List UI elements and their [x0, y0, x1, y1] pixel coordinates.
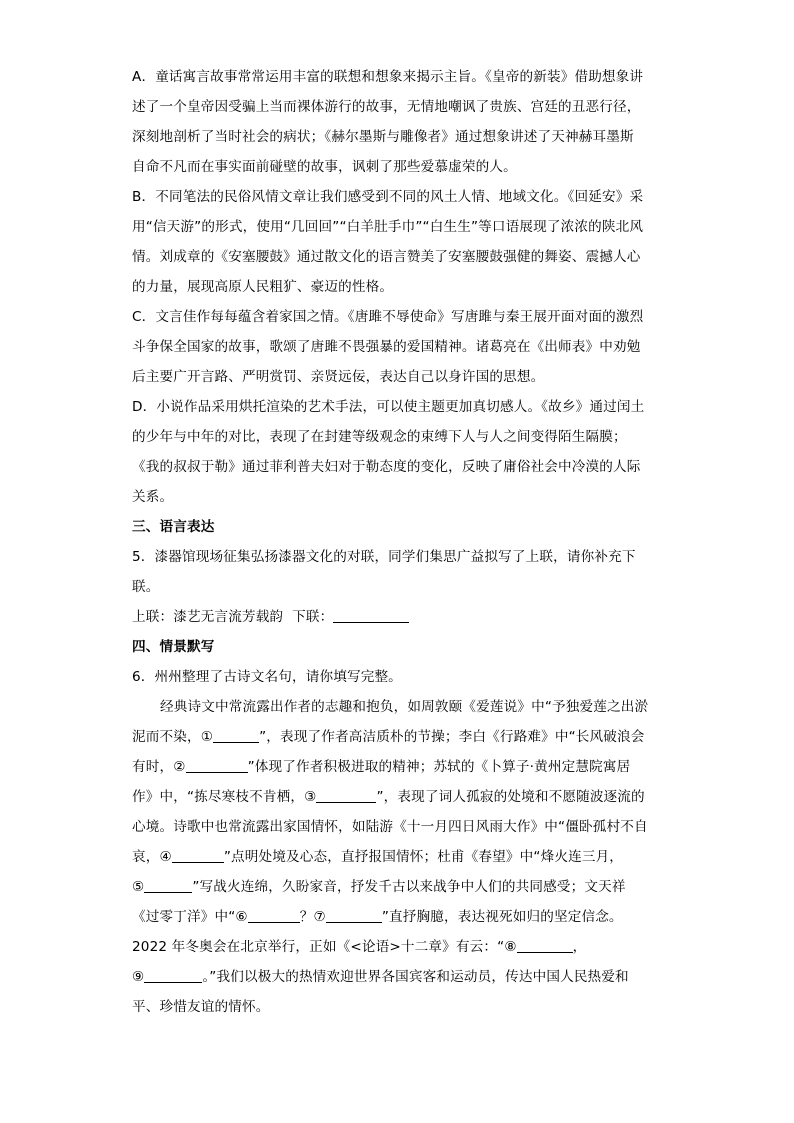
q6-para-line-1: 经典诗文中常流露出作者的志趣和抱负，如周敦颐《爱莲说》中“予独爱莲之出淤: [160, 699, 649, 715]
blank-marker-5: ⑤: [132, 879, 145, 895]
option-b-line-2: 用“信天游”的形式，使用“几回回”“白羊肚手巾”“白生生”等口语展现了浓浓的陕北风: [132, 219, 644, 235]
option-c-line-2: 斗争保全国家的故事，歌颂了唐雎不畏强暴的爱国精神。诸葛亮在《出师表》中劝勉: [132, 339, 641, 355]
blank-2[interactable]: [186, 756, 248, 773]
q6-para-line-7: [132, 872, 662, 902]
document-page: [132, 62, 662, 1022]
q6-text: 2022 年冬奥会在北京举行，正如《<论语>十二章》有云：“: [132, 939, 505, 955]
blank-5[interactable]: [144, 876, 192, 893]
blank-3[interactable]: [316, 786, 376, 803]
option-c-line-3: 后主要广开言路、严明赏罚、亲贤远佞，表达自己以身许国的思想。: [132, 369, 545, 385]
q6-text: 有时，: [132, 759, 174, 775]
option-d-line-1: D．小说作品采用烘托渲染的艺术手法，可以使主题更加真切感人。《故乡》通过闰土: [132, 399, 645, 415]
q5-line-2: 联。: [132, 579, 160, 595]
q6-para-line-10: [132, 962, 662, 992]
option-a-line-1: A．童话寓言故事常常运用丰富的联想和想象来揭示主旨。《皇帝的新装》借助想象讲: [132, 69, 644, 85]
option-a-line-3: 深刻地剖析了当时社会的病状；《赫尔墨斯与雕像者》通过想象讲述了天神赫耳墨斯: [132, 129, 634, 145]
q6-para-line-8: [132, 902, 662, 932]
blank-1[interactable]: [213, 726, 259, 743]
q6-text: ”写战火连绵，久盼家音，抒发千古以来战争中人们的共同感受；文天祥: [192, 879, 626, 895]
option-d-line-2: 的少年与中年的对比，表现了在封建等级观念的束缚下人与人之间变得陌生隔膜；: [132, 429, 627, 445]
q6-text: ”，表现了作者高洁质朴的节操；李白《行路难》中“长风破浪会: [259, 729, 645, 745]
blank-marker-2: ②: [173, 759, 186, 775]
q6-text: ”点明处境及心态，直抒报国情怀；杜甫《春望》中“烽火连三月，: [223, 849, 624, 865]
q6-para-line-11: 平、珍惜友谊的情怀。: [132, 999, 270, 1015]
q6-para-line-6: [132, 842, 662, 872]
option-b-line-1: B．不同笔法的民俗风情文章让我们感受到不同的风土人情、地域文化。《回延安》采: [132, 189, 644, 205]
q6-text: ”直抒胸臆，表达视死如归的坚定信念。: [381, 909, 623, 925]
q6-text: 泥而不染，: [132, 729, 201, 745]
q6-text: ”，表现了词人孤寂的处境和不愿随波逐流的: [376, 789, 645, 805]
q6-para-line-3: [132, 752, 662, 782]
blank-separator: ？: [299, 909, 314, 925]
blank-4[interactable]: [172, 846, 224, 863]
blank-marker-7: ⑦: [313, 909, 326, 925]
q6-text: 作》中，“拣尽寒枝不肯栖，: [132, 789, 305, 805]
blank-marker-6: ⑥: [235, 909, 248, 925]
blank-6[interactable]: [248, 906, 300, 923]
q6-para-line-2: [132, 722, 662, 752]
option-b-line-3: 情。刘成章的《安塞腰鼓》通过散文化的语言赞美了安塞腰鼓强健的舞姿、震撼人心: [132, 249, 641, 265]
option-a-line-4: 自命不凡而在事实面前碰壁的故事，讽刺了那些爱慕虚荣的人。: [132, 159, 517, 175]
blank-marker-4: ④: [159, 849, 172, 865]
q6-para-line-4: [132, 782, 662, 812]
blank-8[interactable]: [517, 936, 573, 953]
blank-marker-9: ⑨: [132, 969, 145, 985]
q6-para-line-5: 心境。诗歌中也常流露出家国情怀，如陆游《十一月四日风雨大作》中“僵卧孤村不自: [132, 819, 648, 835]
blank-marker-3: ③: [304, 789, 317, 805]
blank-separator: ，: [572, 939, 587, 955]
q5-couplet: [132, 602, 662, 632]
option-a-line-2: 述了一个皇帝因受骗上当而裸体游行的故事，无情地嘲讽了贵族、宫廷的丑恶行径，: [132, 99, 641, 115]
option-d-line-4: 关系。: [132, 489, 174, 505]
section-heading-language: 三、语言表达: [132, 519, 215, 535]
blank-marker-8: ⑧: [504, 939, 517, 955]
q6-text: 《过零丁洋》中“: [132, 909, 236, 925]
option-d-line-3: 《我的叔叔于勒》通过菲利普夫妇对于勒态度的变化，反映了庸俗社会中冷漠的人际: [132, 459, 641, 475]
blank-marker-1: ①: [200, 729, 214, 745]
couplet-upper: 上联：漆艺无言流芳载韵: [132, 609, 284, 625]
option-b-line-4: 的力量，展现高原人民粗犷、豪迈的性格。: [132, 279, 394, 295]
q6-text: ”体现了作者积极进取的精神；苏轼的《卜算子·黄州定慧院寓居: [247, 759, 631, 775]
section-heading-recitation: 四、情景默写: [132, 639, 215, 655]
blank-7[interactable]: [326, 906, 382, 923]
couplet-lower-blank[interactable]: [333, 606, 409, 623]
q6-text: 。”我们以极大的热情欢迎世界各国宾客和运动员，传达中国人民热爱和: [202, 969, 629, 985]
q6-text: 哀，: [132, 849, 160, 865]
option-c-line-1: C．文言佳作每每蕴含着家国之情。《唐雎不辱使命》写唐雎与秦王展开面对面的激烈: [132, 309, 644, 325]
q6-prompt: 6．州州整理了古诗文名句，请你填写完整。: [132, 669, 402, 685]
q6-para-line-9: [132, 932, 662, 962]
q5-line-1: 5．漆器馆现场征集弘扬漆器文化的对联，同学们集思广益拟写了上联，请你补充下: [132, 549, 636, 565]
couplet-lower-label: 下联：: [292, 609, 334, 625]
blank-9[interactable]: [144, 966, 202, 983]
